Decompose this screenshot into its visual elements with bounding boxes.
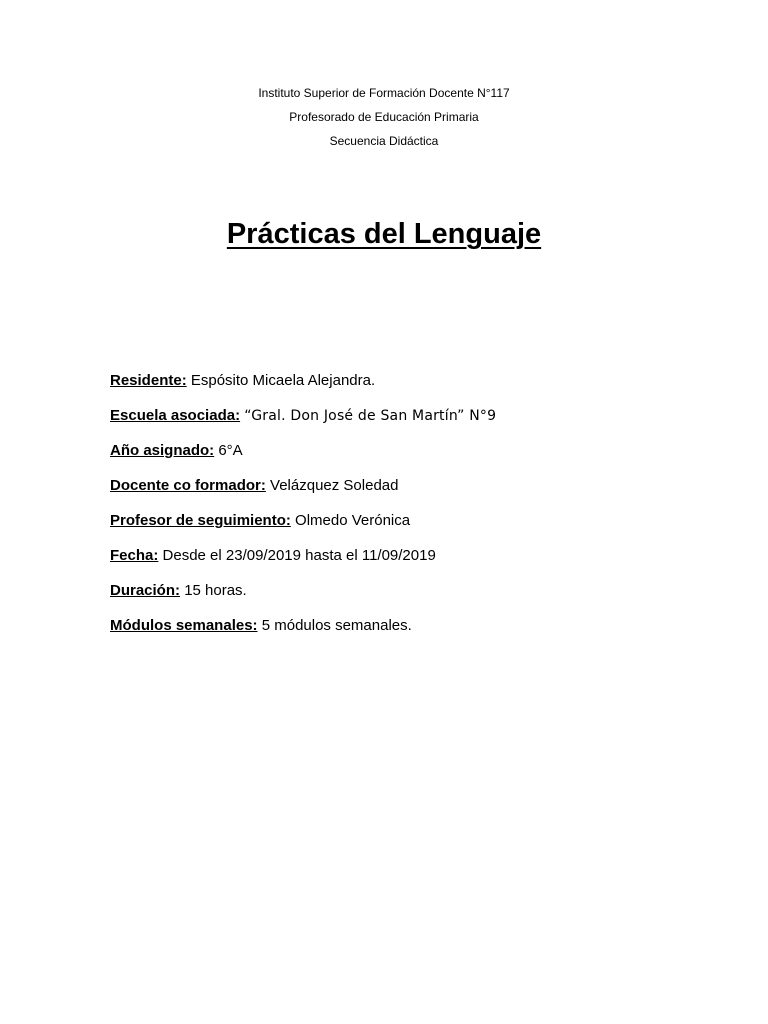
field-label: Año asignado: bbox=[110, 442, 215, 459]
field-fecha bbox=[110, 546, 730, 566]
field-value: 15 horas. bbox=[184, 582, 247, 599]
field-label: Residente: bbox=[110, 372, 187, 389]
field-label: Duración: bbox=[110, 582, 181, 599]
field-label: Profesor de seguimiento: bbox=[110, 512, 291, 529]
field-residente bbox=[110, 371, 730, 391]
field-value: Espósito Micaela Alejandra. bbox=[190, 372, 376, 389]
document-type: Secuencia Didáctica bbox=[329, 134, 439, 148]
field-value: Olmedo Verónica bbox=[295, 512, 411, 529]
program-name: Profesorado de Educación Primaria bbox=[289, 110, 479, 124]
field-label: Fecha: bbox=[110, 547, 159, 564]
field-label: Escuela asociada: bbox=[110, 407, 241, 424]
field-label: Docente co formador: bbox=[110, 477, 266, 494]
field-value: “Gral. Don José de San Martín” N°9 bbox=[244, 408, 497, 424]
field-value: 5 módulos semanales. bbox=[261, 617, 412, 634]
field-value: 6°A bbox=[218, 442, 243, 459]
field-value: Desde el 23/09/2019 hasta el 11/09/2019 bbox=[162, 547, 436, 564]
document-title: Prácticas del Lenguaje bbox=[226, 218, 542, 250]
field-label: Módulos semanales: bbox=[110, 617, 258, 634]
institution-name: Instituto Superior de Formación Docente N°117 bbox=[258, 86, 510, 100]
field-ano-asignado bbox=[110, 441, 730, 461]
field-value: Velázquez Soledad bbox=[270, 477, 399, 494]
field-docente-co-formador bbox=[110, 476, 730, 496]
field-profesor-de-seguimiento bbox=[110, 511, 730, 531]
field-escuela-asociada bbox=[110, 406, 730, 426]
field-modulos-semanales bbox=[110, 616, 730, 636]
field-duracion bbox=[110, 581, 730, 601]
